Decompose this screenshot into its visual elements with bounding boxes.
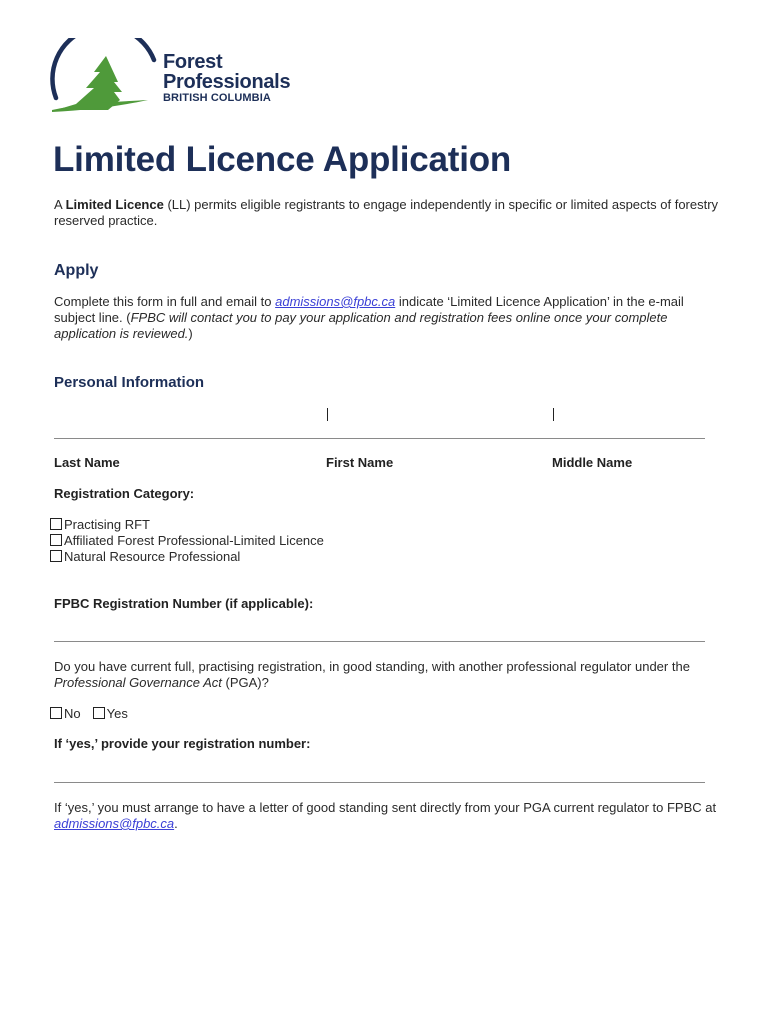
last-name-label: Last Name xyxy=(54,455,120,470)
logo-line-2: Professionals xyxy=(163,71,291,93)
apply-heading: Apply xyxy=(54,262,99,279)
if-yes-label: If ‘yes,’ provide your registration number: xyxy=(54,736,311,751)
pga-no-label: No xyxy=(64,706,81,721)
registration-number-rule xyxy=(54,641,705,642)
name-fields-rule xyxy=(54,438,705,439)
intro-paragraph: A Limited Licence (LL) permits eligible registrants to engage independently in specific or limited aspects of forestry reserved practice. xyxy=(54,197,719,228)
practising-rft-checkbox[interactable] xyxy=(50,518,62,530)
natural-resource-professional-checkbox[interactable] xyxy=(50,550,62,562)
pga-yes-checkbox[interactable] xyxy=(93,707,105,719)
logo-line-3: BRITISH COLUMBIA xyxy=(163,92,271,104)
category-option: Affiliated Forest Professional-Limited Licence xyxy=(50,533,324,549)
pga-question: Do you have current full, practising registration, in good standing, with another professional regulator under the Professional Governance Act (PGA)? xyxy=(54,659,690,690)
apply-paragraph: Complete this form in full and email to admissions@fpbc.ca indicate ‘Limited Licence Application’ in the e-mail subject line. (FPBC will contact you to pay your application and registration fees online once your complete application is reviewed.) xyxy=(54,294,684,341)
middle-name-label: Middle Name xyxy=(552,455,633,470)
name-fields-input-area[interactable] xyxy=(54,404,705,438)
afp-limited-licence-checkbox[interactable] xyxy=(50,534,62,546)
first-name-label: First Name xyxy=(326,455,394,470)
registration-number-input[interactable] xyxy=(54,612,705,641)
personal-info-heading: Personal Information xyxy=(54,374,205,391)
registration-number-label: FPBC Registration Number (if applicable): xyxy=(54,596,314,611)
admissions-email-link[interactable]: admissions@fpbc.ca xyxy=(275,294,396,309)
category-option: Natural Resource Professional xyxy=(50,549,240,565)
pga-registration-number-rule xyxy=(54,782,705,783)
footer-email-link[interactable]: admissions@fpbc.ca xyxy=(54,816,175,831)
pga-no-checkbox[interactable] xyxy=(50,707,62,719)
footer-paragraph: If ‘yes,’ you must arrange to have a letter of good standing sent directly from your PGA current regulator to FPBC at admissions@fpbc.ca. xyxy=(54,800,717,831)
pga-registration-number-input[interactable] xyxy=(54,752,705,782)
registration-category-label: Registration Category: xyxy=(54,486,195,501)
page-title: Limited Licence Application xyxy=(53,140,512,179)
pga-options xyxy=(50,706,140,722)
tree-logo-icon xyxy=(50,38,162,114)
logo-line-1: Forest xyxy=(163,51,223,73)
category-option: Practising RFT xyxy=(50,517,150,533)
pga-yes-label: Yes xyxy=(106,706,128,721)
